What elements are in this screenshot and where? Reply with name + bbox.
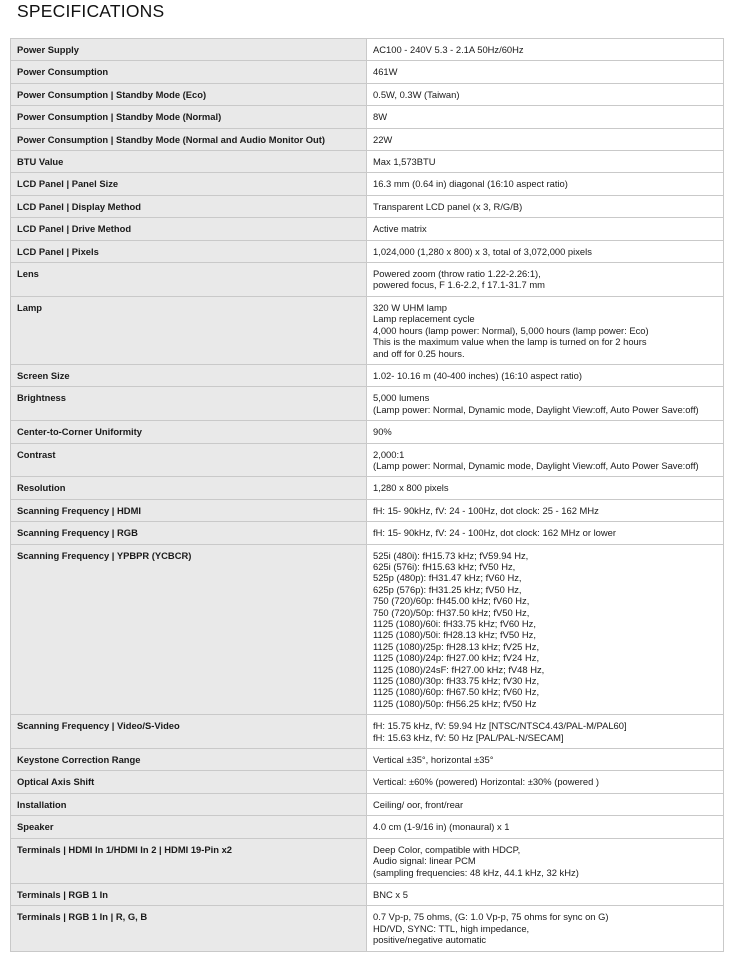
spec-value-line: 1,024,000 (1,280 x 800) x 3, total of 3,072,000 pixels <box>373 245 592 257</box>
spec-row <box>11 544 724 715</box>
spec-label: Terminals | RGB 1 In | R, G, B <box>11 906 367 951</box>
spec-label: Scanning Frequency | HDMI <box>11 499 367 521</box>
spec-label: Terminals | HDMI In 1/HDMI In 2 | HDMI 19-Pin x2 <box>11 838 367 883</box>
spec-row <box>11 771 724 793</box>
spec-value <box>367 296 724 364</box>
spec-value-line: 625p (576p): fH31.25 kHz; fV50 Hz, <box>373 583 522 595</box>
spec-value-line: 4.0 cm (1-9/16 in) (monaural) x 1 <box>373 821 510 833</box>
spec-label: Optical Axis Shift <box>11 771 367 793</box>
spec-label: LCD Panel | Drive Method <box>11 218 367 240</box>
spec-value-line: Transparent LCD panel (x 3, R/G/B) <box>373 200 523 212</box>
spec-value-line: Vertical: ±60% (powered) Horizontal: ±30% (powered ) <box>373 776 600 788</box>
spec-label: Power Consumption <box>11 61 367 83</box>
spec-label: BTU Value <box>11 151 367 173</box>
spec-row <box>11 263 724 297</box>
spec-value-line: 625i (576i): fH15.63 kHz; fV50 Hz, <box>373 560 516 572</box>
spec-value-line: 5,000 lumens <box>373 392 430 404</box>
spec-label: LCD Panel | Pixels <box>11 240 367 262</box>
spec-label: Power Consumption | Standby Mode (Eco) <box>11 83 367 105</box>
spec-label: Center-to-Corner Uniformity <box>11 421 367 443</box>
spec-label: Brightness <box>11 387 367 421</box>
spec-value-line: 1125 (1080)/25p: fH28.13 kHz; fV25 Hz, <box>373 640 540 652</box>
spec-value-line: 320 W UHM lamp <box>373 301 447 313</box>
spec-label: Lamp <box>11 296 367 364</box>
spec-row <box>11 39 724 61</box>
spec-value-line: (sampling frequencies: 48 kHz, 44.1 kHz, 32 kHz) <box>373 866 579 878</box>
spec-value <box>367 61 724 83</box>
spec-row <box>11 477 724 499</box>
spec-value <box>367 499 724 521</box>
spec-value-line: Max 1,573BTU <box>373 156 436 168</box>
spec-row <box>11 816 724 838</box>
spec-value-line: positive/negative automatic <box>373 934 487 946</box>
spec-value-line: powered focus, F 1.6-2.2, f 17.1-31.7 mm <box>373 279 545 291</box>
spec-value <box>367 749 724 771</box>
spec-row <box>11 364 724 386</box>
spec-row <box>11 421 724 443</box>
spec-value <box>367 151 724 173</box>
spec-value-line: 1125 (1080)/24p: fH27.00 kHz; fV24 Hz, <box>373 652 540 664</box>
spec-value-line: 1125 (1080)/30p: fH33.75 kHz; fV30 Hz, <box>373 675 540 687</box>
spec-value-line: Ceiling/ oor, front/rear <box>373 798 464 810</box>
spec-value-line: 461W <box>373 66 398 78</box>
spec-value <box>367 477 724 499</box>
spec-value <box>367 421 724 443</box>
spec-row <box>11 128 724 150</box>
spec-value <box>367 173 724 195</box>
spec-value-line: 750 (720)/60p: fH45.00 kHz; fV60 Hz, <box>373 595 530 607</box>
spec-row <box>11 749 724 771</box>
spec-label: Power Consumption | Standby Mode (Normal) <box>11 106 367 128</box>
spec-value <box>367 387 724 421</box>
spec-value-line: HD/VD, SYNC: TTL, high impedance, <box>373 922 530 934</box>
spec-value-line: 0.7 Vp-p, 75 ohms, (G: 1.0 Vp-p, 75 ohms for sync on G) <box>373 911 609 923</box>
spec-label: Power Supply <box>11 39 367 61</box>
spec-label: Contrast <box>11 443 367 477</box>
spec-value-line: fH: 15- 90kHz, fV: 24 - 100Hz, dot clock: 162 MHz or lower <box>373 527 616 539</box>
spec-value-line: Lamp replacement cycle <box>373 313 475 325</box>
spec-value-line: 1.02- 10.16 m (40-400 inches) (16:10 aspect ratio) <box>373 369 582 381</box>
spec-row <box>11 83 724 105</box>
spec-row <box>11 195 724 217</box>
spec-value-line: and off for 0.25 hours. <box>373 347 465 359</box>
spec-value <box>367 364 724 386</box>
spec-row <box>11 218 724 240</box>
spec-row <box>11 715 724 749</box>
spec-value-line: (Lamp power: Normal, Dynamic mode, Daylight View:off, Auto Power Save:off) <box>373 403 699 415</box>
spec-row <box>11 173 724 195</box>
spec-label: Scanning Frequency | YPBPR (YCBCR) <box>11 544 367 715</box>
spec-value-line: fH: 15.75 kHz, fV: 59.94 Hz [NTSC/NTSC4.43/PAL-M/PAL60] <box>373 720 627 732</box>
spec-value-line: AC100 - 240V 5.3 - 2.1A 50Hz/60Hz <box>373 44 524 55</box>
spec-label: Scanning Frequency | RGB <box>11 522 367 544</box>
spec-row <box>11 906 724 951</box>
spec-value-line: 1,280 x 800 pixels <box>373 482 449 494</box>
spec-row <box>11 106 724 128</box>
spec-value-line: Audio signal: linear PCM <box>373 855 476 867</box>
spec-value-line: fH: 15- 90kHz, fV: 24 - 100Hz, dot clock: 25 - 162 MHz <box>373 504 599 516</box>
spec-row <box>11 443 724 477</box>
spec-label: Installation <box>11 793 367 815</box>
spec-value-line: 90% <box>373 426 392 438</box>
spec-row <box>11 499 724 521</box>
spec-label: Lens <box>11 263 367 297</box>
spec-label: Speaker <box>11 816 367 838</box>
spec-value-line: 1125 (1080)/60p: fH67.50 kHz; fV60 Hz, <box>373 686 540 698</box>
spec-value-line: 4,000 hours (lamp power: Normal), 5,000 hours (lamp power: Eco) <box>373 324 649 336</box>
spec-value-line: This is the maximum value when the lamp is turned on for 2 hours <box>373 336 647 348</box>
spec-value <box>367 793 724 815</box>
spec-value-line: Active matrix <box>373 223 427 235</box>
spec-row <box>11 151 724 173</box>
spec-value-line: Vertical ±35°, horizontal ±35° <box>373 754 494 766</box>
spec-value <box>367 715 724 749</box>
spec-value-line: 16.3 mm (0.64 in) diagonal (16:10 aspect ratio) <box>373 178 568 190</box>
spec-value-line: 525i (480i): fH15.73 kHz; fV59.94 Hz, <box>373 549 529 561</box>
spec-row <box>11 838 724 883</box>
spec-value-line: Powered zoom (throw ratio 1.22-2.26:1), <box>373 268 541 280</box>
spec-value-line: 8W <box>373 111 388 123</box>
spec-value-line: BNC x 5 <box>373 888 408 900</box>
spec-row <box>11 296 724 364</box>
spec-value <box>367 443 724 477</box>
spec-value-line: 1125 (1080)/50p: fH56.25 kHz; fV50 Hz <box>373 697 537 709</box>
spec-row <box>11 793 724 815</box>
spec-value-line: 1125 (1080)/60i: fH33.75 kHz; fV60 Hz, <box>373 618 536 629</box>
spec-value-line: (Lamp power: Normal, Dynamic mode, Daylight View:off, Auto Power Save:off) <box>373 459 699 471</box>
spec-value <box>367 128 724 150</box>
spec-label: Keystone Correction Range <box>11 749 367 771</box>
spec-row <box>11 61 724 83</box>
spec-value <box>367 544 724 715</box>
spec-value <box>367 106 724 128</box>
spec-value <box>367 218 724 240</box>
spec-value <box>367 522 724 544</box>
spec-value-line: 2,000:1 <box>373 448 405 460</box>
spec-value <box>367 816 724 838</box>
spec-value-line: 1125 (1080)/24sF: fH27.00 kHz; fV48 Hz, <box>373 663 545 675</box>
spec-value <box>367 240 724 262</box>
spec-row <box>11 387 724 421</box>
spec-value <box>367 883 724 905</box>
spec-value <box>367 263 724 297</box>
spec-value <box>367 195 724 217</box>
spec-row <box>11 240 724 262</box>
spec-value-line: 750 (720)/50p: fH37.50 kHz; fV50 Hz, <box>373 606 530 618</box>
spec-value <box>367 39 724 61</box>
spec-label: Resolution <box>11 477 367 499</box>
spec-label: LCD Panel | Display Method <box>11 195 367 217</box>
spec-value <box>367 838 724 883</box>
spec-label: Scanning Frequency | Video/S-Video <box>11 715 367 749</box>
spec-value <box>367 906 724 951</box>
spec-label: Power Consumption | Standby Mode (Normal and Audio Monitor Out) <box>11 128 367 150</box>
spec-value-line: fH: 15.63 kHz, fV: 50 Hz [PAL/PAL-N/SECAM] <box>373 731 564 743</box>
page-title: SPECIFICATIONS <box>17 1 165 21</box>
spec-value-line: 1125 (1080)/50i: fH28.13 kHz; fV50 Hz, <box>373 629 536 641</box>
spec-value-line: 0.5W, 0.3W (Taiwan) <box>373 88 460 100</box>
spec-label: Terminals | RGB 1 In <box>11 883 367 905</box>
spec-value <box>367 83 724 105</box>
spec-value-line: 22W <box>373 133 393 145</box>
spec-label: LCD Panel | Panel Size <box>11 173 367 195</box>
spec-value-line: Deep Color, compatible with HDCP, <box>373 843 521 855</box>
spec-value-line: 525p (480p): fH31.47 kHz; fV60 Hz, <box>373 572 522 584</box>
spec-row <box>11 883 724 905</box>
spec-label: Screen Size <box>11 364 367 386</box>
specifications-table <box>10 38 724 952</box>
spec-row <box>11 522 724 544</box>
spec-value <box>367 771 724 793</box>
